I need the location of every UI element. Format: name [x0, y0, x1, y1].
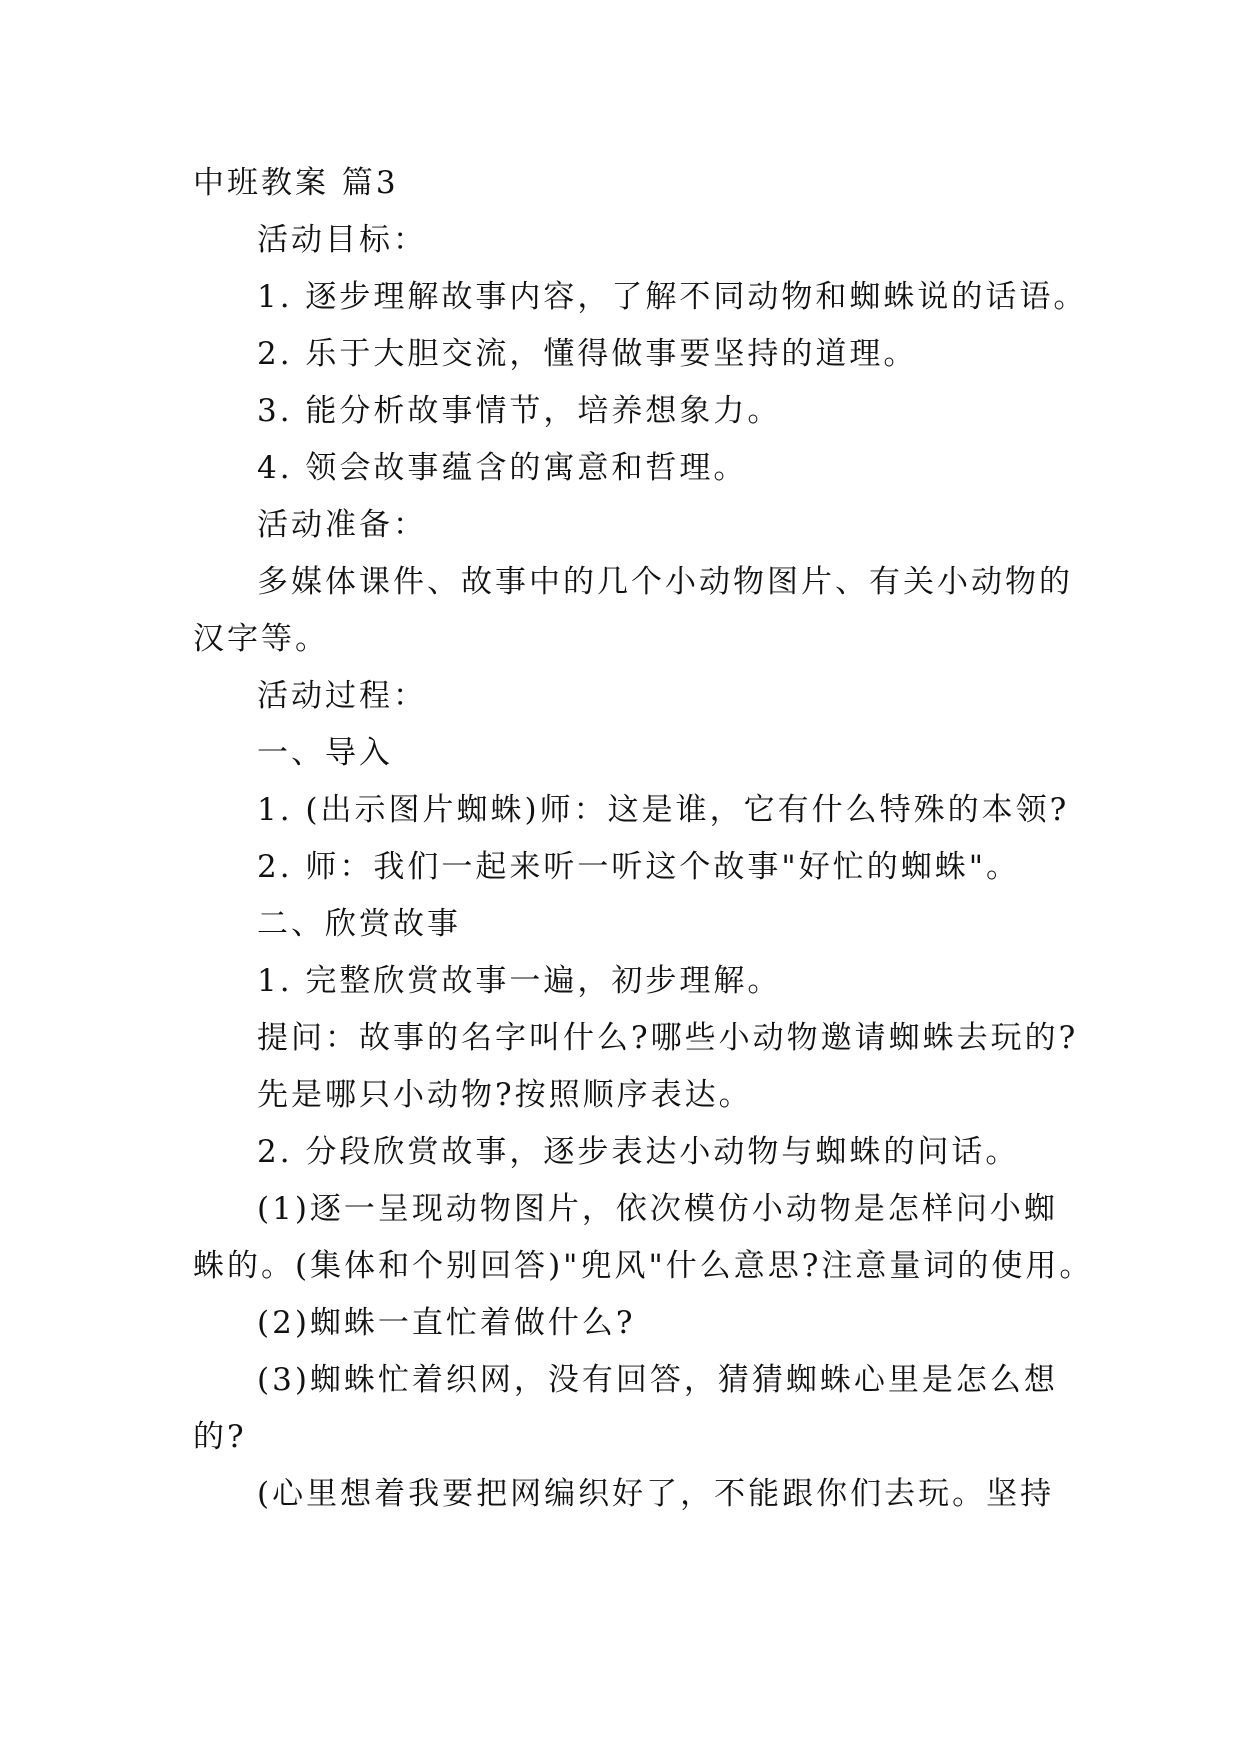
paragraph-line: 1. 逐步理解故事内容，了解不同动物和蜘蛛说的话语。	[257, 279, 1088, 315]
paragraph-line: 蛛的。(集体和个别回答)"兜风"什么意思?注意量词的使用。	[193, 1248, 1094, 1284]
document-title: 中班教案 篇3	[193, 165, 399, 201]
paragraph-line: 多媒体课件、故事中的几个小动物图片、有关小动物的	[257, 564, 1073, 600]
subsection-heading: 二、欣赏故事	[257, 906, 461, 942]
paragraph-line: (心里想着我要把网编织好了，不能跟你们去玩。坚持	[257, 1476, 1055, 1512]
paragraph-line: 先是哪只小动物?按照顺序表达。	[257, 1077, 753, 1113]
paragraph-line: 2. 乐于大胆交流，懂得做事要坚持的道理。	[257, 336, 918, 372]
paragraph-line: (1)逐一呈现动物图片，依次模仿小动物是怎样问小蜘	[257, 1191, 1058, 1227]
paragraph-line: 2. 师：我们一起来听一听这个故事"好忙的蜘蛛"。	[257, 849, 1020, 885]
section-heading-goals: 活动目标：	[257, 222, 427, 258]
section-heading-preparation: 活动准备：	[257, 507, 427, 543]
subsection-heading: 一、导入	[257, 735, 393, 771]
paragraph-line: 3. 能分析故事情节，培养想象力。	[257, 393, 782, 429]
paragraph-line: (2)蜘蛛一直忙着做什么?	[257, 1305, 636, 1341]
paragraph-line: 提问：故事的名字叫什么?哪些小动物邀请蜘蛛去玩的?	[257, 1020, 1079, 1056]
paragraph-line: 1. (出示图片蜘蛛)师：这是谁，它有什么特殊的本领?	[257, 792, 1070, 828]
paragraph-line: 1. 完整欣赏故事一遍，初步理解。	[257, 963, 782, 999]
section-heading-process: 活动过程：	[257, 678, 427, 714]
paragraph-line: 4. 领会故事蕴含的寓意和哲理。	[257, 450, 748, 486]
paragraph-line: (3)蜘蛛忙着织网，没有回答，猜猜蜘蛛心里是怎么想	[257, 1362, 1058, 1398]
paragraph-line: 汉字等。	[193, 621, 329, 657]
paragraph-line: 的?	[193, 1419, 247, 1455]
paragraph-line: 2. 分段欣赏故事，逐步表达小动物与蜘蛛的问话。	[257, 1134, 1020, 1170]
